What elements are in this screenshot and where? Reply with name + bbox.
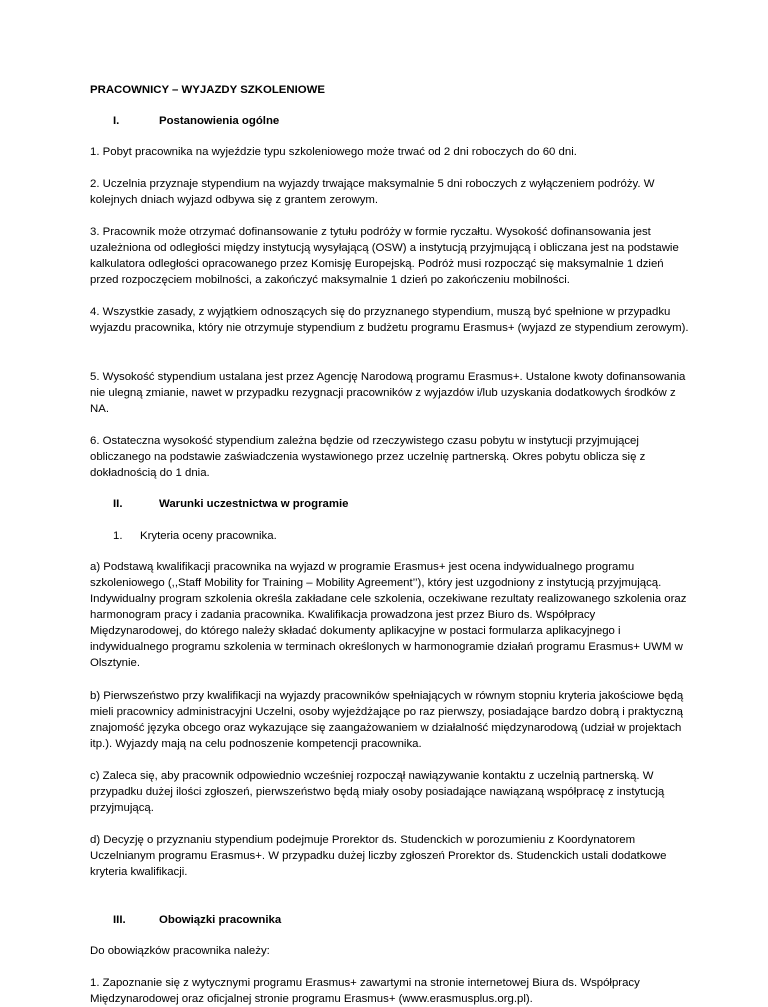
section-3-title: Obowiązki pracownika [159, 914, 282, 926]
section-1-paragraph-2: 2. Uczelnia przyznaje stypendium na wyjazdy trwające maksymalnie 5 dni roboczych z wyłączeniem podróży. W kolejnych dniach wyjazd odbywa się z grantem zerowym. [90, 178, 655, 206]
section-1-paragraph-1: 1. Pobyt pracownika na wyjeździe typu szkoleniowego może trwać od 2 dni roboczych do 60 dni. [90, 146, 577, 158]
section-2-item-number: 1. [113, 530, 123, 542]
section-1-paragraph-5: 5. Wysokość stypendium ustalana jest przez Agencję Narodową programu Erasmus+. Ustalone kwoty dofinansowania nie ulegną zmianie, nawet w przypadku rezygnacji pracowników z wyjazdów i/lub uzyskania dodatkowych środków z NA. [90, 371, 686, 415]
section-2-paragraph-b: b) Pierwszeństwo przy kwalifikacji na wyjazdy pracowników spełniających w równym stopniu kryteria jakościowe będą mieli pracownicy administracyjni Uczelni, osoby wyjeżdżające po raz pierwszy, posiadające bardzo dobrą i praktyczną znajomość języka obcego oraz wykazujące się zaangażowaniem w działalność międzynarodową (udział w projektach itp.). Wyjazdy mają na celu podnoszenie kompetencji pracownika. [90, 690, 684, 750]
section-3-number: III. [113, 914, 126, 926]
section-3-paragraph-1: 1. Zapoznanie się z wytycznymi programu Erasmus+ zawartymi na stronie internetowej Biura ds. Współpracy Międzynarodowej oraz oficjalnej stronie programu Erasmus+ (www.erasmusplus.org.pl). [90, 977, 640, 1005]
section-1-title: Postanowienia ogólne [159, 115, 280, 127]
section-2-item-text: Kryteria oceny pracownika. [140, 530, 277, 542]
section-2-number: II. [113, 498, 123, 510]
section-2-title: Warunki uczestnictwa w programie [159, 498, 349, 510]
section-1-paragraph-3: 3. Pracownik może otrzymać dofinansowanie z tytułu podróży w formie ryczałtu. Wysokość dofinansowania jest uzależniona od odległości między instytucją wysyłającą (OSW) a instytucją przyjmującą i obliczana jest na podstawie kalkulatora odległości opracowanego przez Komisję Europejską. Podróż musi rozpocząć się maksymalnie 1 dzień przed rozpoczęciem mobilności, a zakończyć maksymalnie 1 dzień po zakończeniu mobilności. [90, 226, 679, 286]
section-2-paragraph-a: a) Podstawą kwalifikacji pracownika na wyjazd w programie Erasmus+ jest ocena indywidualnego programu szkoleniowego (,,Staff Mobility for Training – Mobility Agreement’’), który jest uzgodniony z instytucją przyjmującą. Indywidualny program szkolenia określa zakładane cele szkolenia, oczekiwane rezultaty realizowanego szkolenia oraz harmonogram pracy i zadania pracownika. Kwalifikacja prowadzona jest przez Biuro ds. Współpracy Międzynarodowej, do którego należy składać dokumenty aplikacyjne w postaci formularza aplikacyjnego i indywidualnego programu szkolenia w terminach określonych w harmonogramie działań programu Erasmus+ UWM w Olsztynie. [90, 561, 687, 669]
section-1-number: I. [113, 115, 120, 127]
section-2-paragraph-d: d) Decyzję o przyznaniu stypendium podejmuje Prorektor ds. Studenckich w porozumieniu z Koordynatorem Uczelnianym programu Erasmus+. W przypadku dużej liczby zgłoszeń Prorektor ds. Studenckich ustali dodatkowe kryteria kwalifikacji. [90, 834, 667, 878]
document-title: PRACOWNICY – WYJAZDY SZKOLENIOWE [90, 84, 326, 96]
section-2-paragraph-c: c) Zaleca się, aby pracownik odpowiednio wcześniej rozpoczął nawiązywanie kontaktu z uczelnią partnerską. W przypadku dużej ilości zgłoszeń, pierwszeństwo będą miały osoby posiadające nawiązaną współpracę z instytucją przyjmującą. [90, 770, 665, 814]
section-1-paragraph-4: 4. Wszystkie zasady, z wyjątkiem odnoszących się do przyznanego stypendium, muszą być spełnione w przypadku wyjazdu pracownika, który nie otrzymuje stypendium z budżetu programu Erasmus+ (wyjazd ze stypendium zerowym). [90, 306, 689, 334]
section-3-intro: Do obowiązków pracownika należy: [90, 945, 270, 957]
section-1-paragraph-6: 6. Ostateczna wysokość stypendium zależna będzie od rzeczywistego czasu pobytu w instytucji przyjmującej obliczanego na podstawie zaświadczenia wystawionego przez uczelnię partnerską. Okres pobytu oblicza się z dokładnością do 1 dnia. [90, 435, 646, 479]
